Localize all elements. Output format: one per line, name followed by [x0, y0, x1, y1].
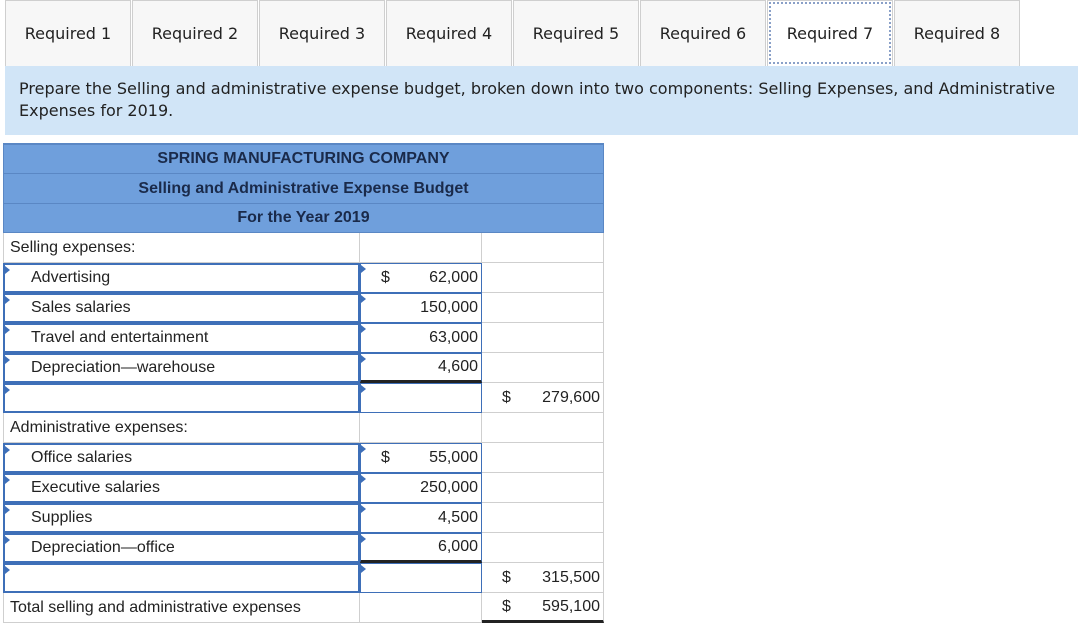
tab-required-7[interactable]: Required 7 [767, 0, 893, 66]
empty-cell [482, 263, 604, 293]
total-value: 315,500 [542, 568, 600, 586]
input-marker-icon [5, 446, 10, 454]
subtotal-row-admin [3, 563, 604, 593]
tab-required-8[interactable]: Required 8 [894, 0, 1020, 66]
budget-title: Selling and Administrative Expense Budget [3, 173, 604, 203]
grand-total-label: Total selling and administrative expenses [3, 593, 360, 623]
total-value: 279,600 [542, 388, 600, 406]
table-row [3, 473, 604, 503]
input-marker-icon [5, 386, 10, 394]
table-row [3, 353, 604, 383]
line-item-label-input[interactable] [3, 353, 360, 383]
input-marker-icon [5, 296, 10, 304]
empty-cell [482, 293, 604, 323]
line-item-label: Depreciation—office [31, 539, 175, 556]
table-row [3, 293, 604, 323]
amount-input[interactable] [360, 353, 482, 383]
input-marker-icon [361, 265, 366, 273]
amount-input[interactable] [360, 473, 482, 503]
amount-value: 6,000 [437, 538, 478, 555]
amount-input[interactable] [360, 533, 482, 563]
amount-input[interactable] [360, 293, 482, 323]
instruction-text: Prepare the Selling and administrative expense budget, broken down into two components: Selling Expenses, and Administrative Expenses for 2019. [5, 66, 1078, 135]
dollar-sign: $ [381, 449, 390, 466]
empty-cell [482, 353, 604, 383]
line-item-label: Office salaries [31, 449, 133, 466]
input-marker-icon [5, 266, 10, 274]
amount-value: 62,000 [429, 269, 478, 286]
dollar-sign: $ [502, 568, 511, 586]
input-marker-icon [5, 356, 10, 364]
table-row [3, 503, 604, 533]
table-row [3, 443, 604, 473]
section-label: Administrative expenses: [3, 413, 360, 443]
amount-input[interactable] [360, 503, 482, 533]
budget-table [3, 143, 604, 623]
input-marker-icon [5, 326, 10, 334]
grand-total-value: 595,100 [542, 597, 600, 615]
section-row-admin [3, 413, 604, 443]
empty-cell [360, 413, 482, 443]
input-marker-icon [361, 535, 366, 543]
subtotal-row-selling [3, 383, 604, 413]
input-marker-icon [361, 295, 366, 303]
line-item-label: Advertising [31, 269, 111, 286]
amount-input[interactable] [360, 443, 482, 473]
line-item-label-input[interactable] [3, 293, 360, 323]
line-item-label: Sales salaries [31, 299, 131, 316]
line-item-label-input[interactable] [3, 323, 360, 353]
table-row [3, 263, 604, 293]
input-marker-icon [361, 385, 366, 393]
empty-cell [482, 413, 604, 443]
input-marker-icon [5, 506, 10, 514]
input-marker-icon [361, 445, 366, 453]
empty-cell [360, 233, 482, 263]
input-marker-icon [5, 536, 10, 544]
tab-required-3[interactable]: Required 3 [259, 0, 385, 66]
table-row [3, 533, 604, 563]
line-item-label: Depreciation—warehouse [31, 359, 216, 376]
amount-value: 150,000 [420, 299, 478, 316]
dollar-sign: $ [502, 597, 511, 615]
section-row-selling [3, 233, 604, 263]
amount-input[interactable] [360, 263, 482, 293]
input-marker-icon [5, 566, 10, 574]
grand-total-cell [482, 593, 604, 623]
amount-input[interactable] [360, 563, 482, 593]
tab-required-5[interactable]: Required 5 [513, 0, 639, 66]
empty-cell [482, 503, 604, 533]
line-item-label-input[interactable] [3, 263, 360, 293]
subtotal-label-input[interactable] [3, 563, 360, 593]
input-marker-icon [5, 476, 10, 484]
amount-value: 4,600 [437, 358, 478, 375]
empty-cell [482, 473, 604, 503]
line-item-label-input[interactable] [3, 443, 360, 473]
empty-cell [360, 593, 482, 623]
line-item-label: Supplies [31, 509, 93, 526]
tab-required-1[interactable]: Required 1 [5, 0, 131, 66]
tab-bar [5, 0, 1021, 66]
admin-total-cell [482, 563, 604, 593]
empty-cell [482, 323, 604, 353]
tab-required-6[interactable]: Required 6 [640, 0, 766, 66]
amount-input[interactable] [360, 323, 482, 353]
line-item-label-input[interactable] [3, 533, 360, 563]
table-row [3, 323, 604, 353]
section-label: Selling expenses: [3, 233, 360, 263]
line-item-label: Travel and entertainment [31, 329, 209, 346]
amount-input[interactable] [360, 383, 482, 413]
input-marker-icon [361, 565, 366, 573]
input-marker-icon [361, 325, 366, 333]
tab-required-2[interactable]: Required 2 [132, 0, 258, 66]
amount-value: 4,500 [437, 509, 478, 526]
input-marker-icon [361, 505, 366, 513]
amount-value: 63,000 [429, 329, 478, 346]
input-marker-icon [361, 355, 366, 363]
empty-cell [482, 533, 604, 563]
dollar-sign: $ [381, 269, 390, 286]
selling-total-cell [482, 383, 604, 413]
line-item-label-input[interactable] [3, 473, 360, 503]
amount-value: 250,000 [420, 479, 478, 496]
grand-total-row [3, 593, 604, 623]
line-item-label: Executive salaries [31, 479, 160, 496]
company-name: SPRING MANUFACTURING COMPANY [3, 143, 604, 173]
amount-value: 55,000 [429, 449, 478, 466]
line-item-label-input[interactable] [3, 503, 360, 533]
subtotal-label-input[interactable] [3, 383, 360, 413]
empty-cell [482, 443, 604, 473]
tab-required-4[interactable]: Required 4 [386, 0, 512, 66]
dollar-sign: $ [502, 388, 511, 406]
budget-period: For the Year 2019 [3, 203, 604, 233]
empty-cell [482, 233, 604, 263]
input-marker-icon [361, 475, 366, 483]
